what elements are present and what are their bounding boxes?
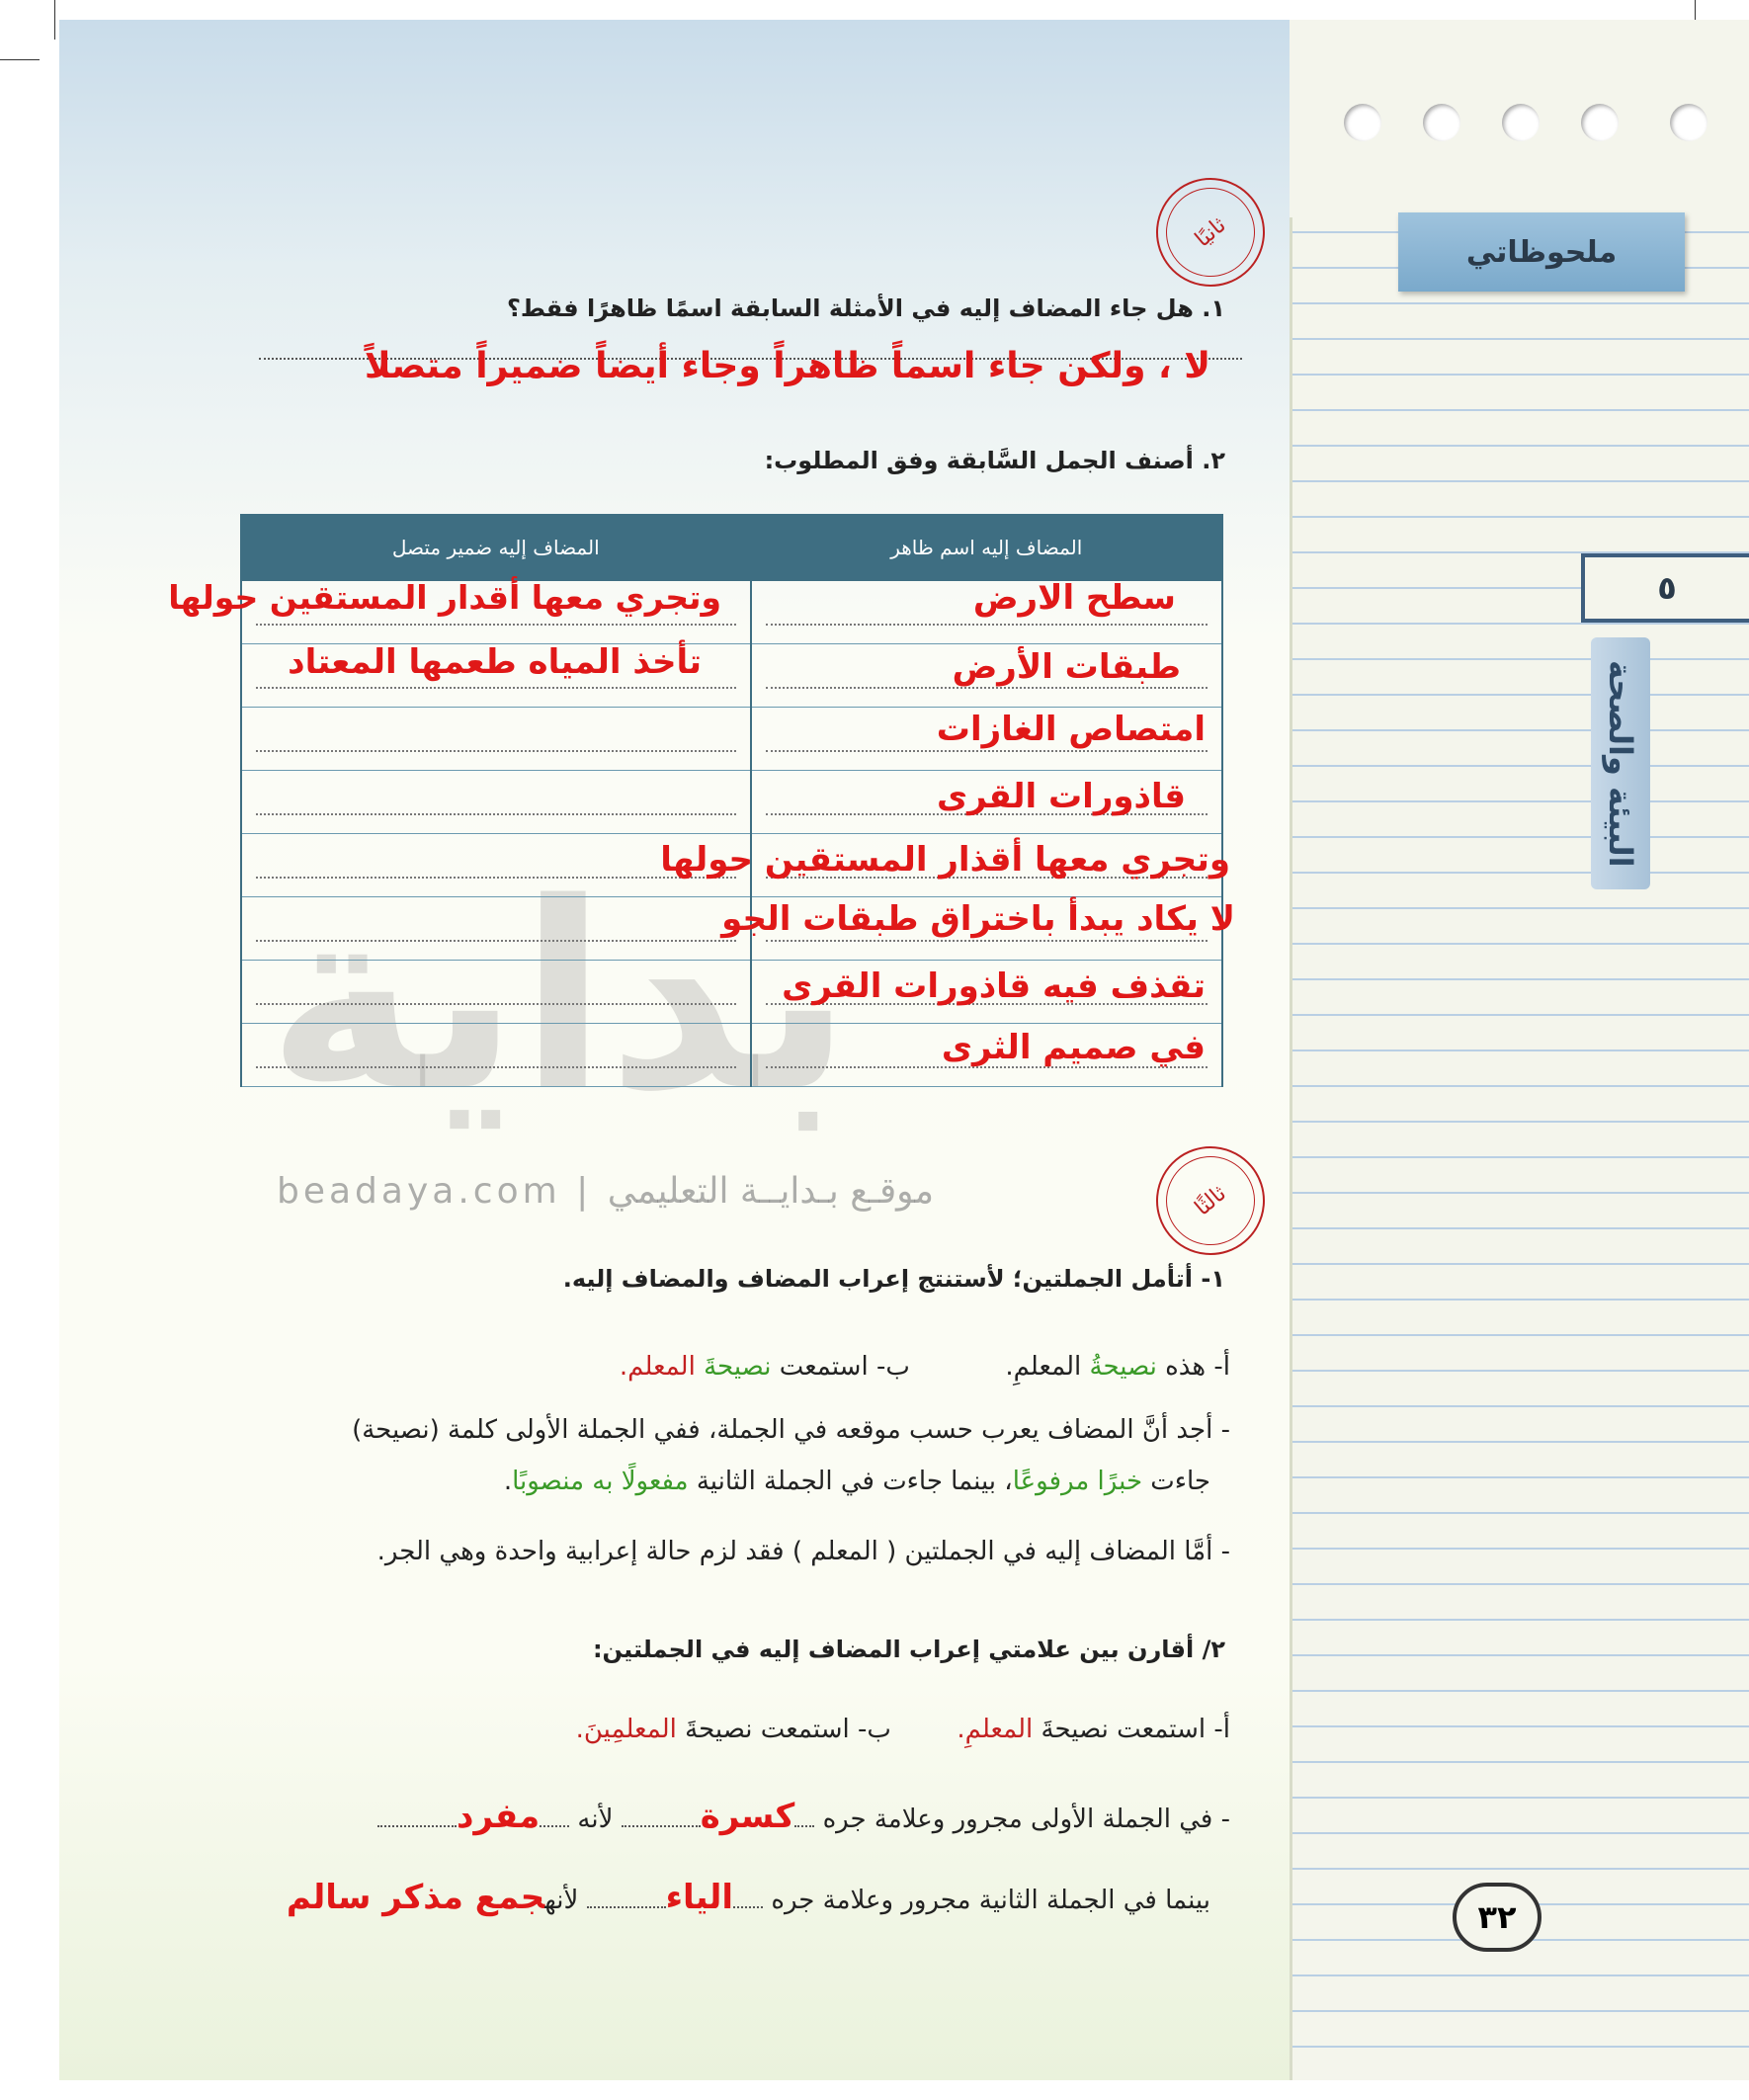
- table-answer: امتصاص الغازات: [936, 710, 1206, 749]
- watermark-logo: بداية: [267, 849, 853, 1147]
- notes-title: ملحوظاتي: [1398, 212, 1685, 292]
- table-answer: سطح الارض: [972, 578, 1176, 618]
- binder-hole: [1502, 104, 1540, 141]
- table-answer: طبقات الأرض: [952, 647, 1181, 687]
- notes-column: [1290, 20, 1749, 2080]
- answer-text: لا ، ولكن جاء اسماً ظاهراً وجاء أيضاً ضميراً متصلاً: [364, 346, 1210, 386]
- example-line: أ- هذه نصيحةُ المعلمِ. ب- استمعت نصيحةَ المعلم.: [619, 1352, 1230, 1382]
- unit-number: ٥: [1581, 553, 1749, 623]
- table-answer: قاذورات القرى: [936, 777, 1186, 816]
- question-text: ٢/ أقارن بين علامتي إعراب المضاف إليه في الجملتين:: [592, 1636, 1225, 1663]
- watermark-url: beadaya.com | موقـع بـدايــة التعليمي: [277, 1171, 935, 1212]
- table-answer: في صميم الثرى: [941, 1028, 1206, 1067]
- section-badge-label: ثانيًا: [1190, 212, 1231, 252]
- table-cell: [241, 960, 751, 1023]
- table-header: المضاف إليه اسم ظاهر: [751, 515, 1222, 580]
- unit-name-tab: البيئة والصحة: [1591, 637, 1650, 889]
- paragraph-line: جاءت خبرًا مرفوعًا، بينما جاءت في الجملة الثانية مفعولًا به منصوبًا.: [503, 1467, 1210, 1496]
- question-text: ٢. أصنف الجمل السَّابقة وفق المطلوب:: [764, 447, 1225, 474]
- table-answer: تقذف فيه قاذورات القرى: [782, 966, 1206, 1006]
- table-answer: وتجري معها أقدار المستقين حولها: [168, 578, 721, 617]
- binder-hole: [1344, 104, 1381, 141]
- table-answer: لا يكاد يبدأ باختراق طبقات الجو: [721, 899, 1235, 939]
- answer-sentence: - في الجملة الأولى مجرور وعلامة جره كسرة لأنه مفرد: [377, 1797, 1230, 1836]
- table-cell: [241, 707, 751, 770]
- table-answer: وتجري معها أقذار المستقين حولها: [660, 840, 1230, 880]
- table-header: المضاف إليه ضمير متصل: [241, 515, 751, 580]
- answer-sentence: بينما في الجملة الثانية مجرور وعلامة جره الياء لأنهجمع مذكر سالم: [286, 1878, 1210, 1917]
- binder-hole: [1581, 104, 1619, 141]
- paragraph-line: - أجد أنَّ المضاف يعرب حسب موقعه في الجملة، ففي الجملة الأولى كلمة (نصيحة): [352, 1415, 1230, 1445]
- table-cell: [241, 770, 751, 833]
- table-cell: [241, 896, 751, 960]
- binder-hole: [1670, 104, 1707, 141]
- question-text: ١- أتأمل الجملتين؛ لأستنتج إعراب المضاف والمضاف إليه.: [562, 1265, 1225, 1293]
- question-text: ١. هل جاء المضاف إليه في الأمثلة السابقة اسمًا ظاهرًا فقط؟: [507, 294, 1225, 322]
- crop-mark: [0, 59, 40, 60]
- section-badge-label: ثالثًا: [1190, 1180, 1231, 1221]
- table-answer: تأخذ المياه طعمها المعتاد: [288, 642, 702, 682]
- crop-mark: [54, 0, 55, 40]
- binder-hole: [1423, 104, 1460, 141]
- page-number: ٣٢: [1453, 1883, 1541, 1952]
- paragraph-line: - أمَّا المضاف إليه في الجملتين ( المعلم ) فقد لزم حالة إعرابية واحدة وهي الجر.: [376, 1537, 1230, 1566]
- table-cell: [241, 1023, 751, 1086]
- example-line: أ- استمعت نصيحةَ المعلمِ. ب- استمعت نصيحةَ المعلمِينَ.: [575, 1715, 1230, 1744]
